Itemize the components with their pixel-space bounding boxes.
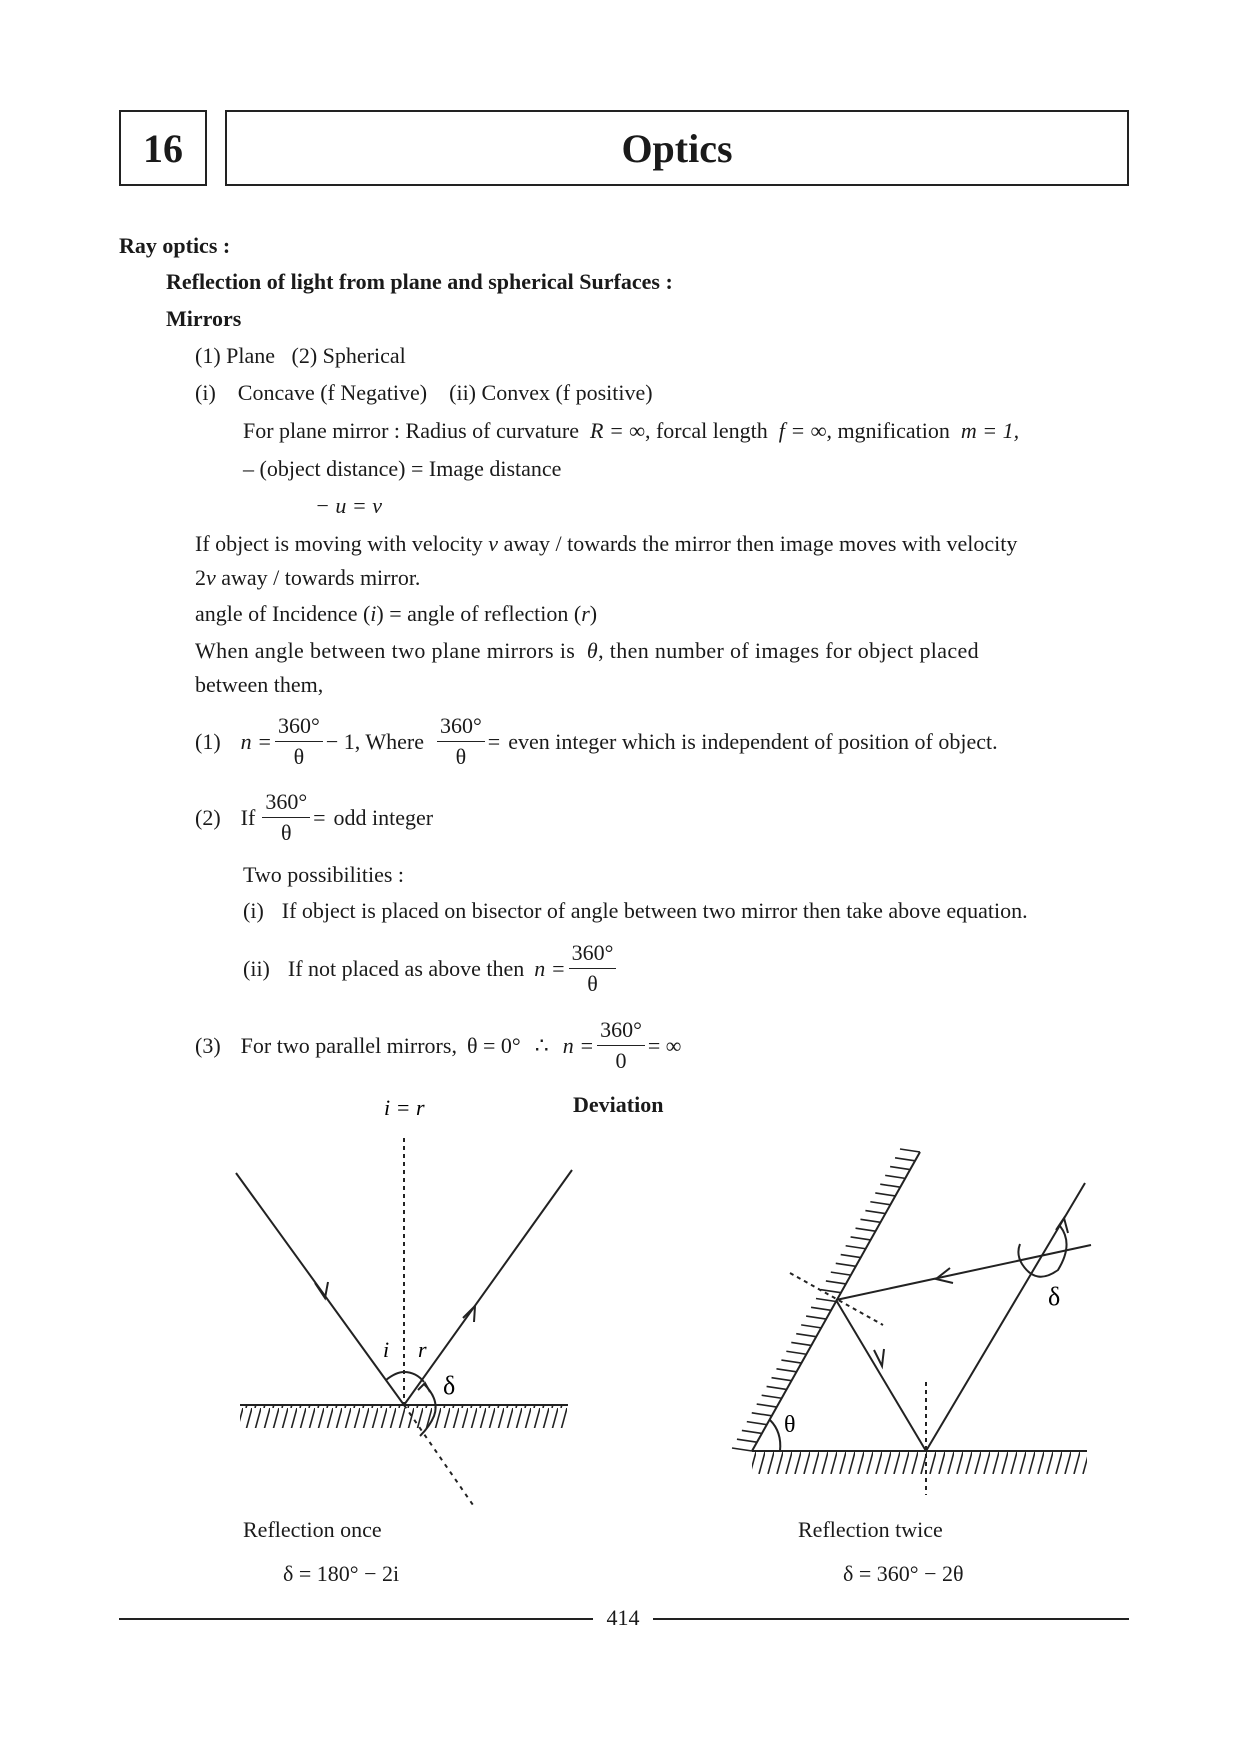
middle-ray — [836, 1300, 926, 1451]
hatch-tick — [767, 1386, 787, 1389]
footer-rule-left — [119, 1618, 593, 1620]
reflection-once-figure — [236, 1095, 572, 1505]
hatch-tick — [786, 1351, 806, 1354]
hatch-tick — [757, 1404, 777, 1407]
hatch-tick — [737, 1439, 757, 1442]
hatch-tick — [752, 1413, 772, 1416]
hatch-tick — [826, 1281, 846, 1284]
section-heading: Ray optics : — [119, 233, 231, 258]
hatch-tick — [747, 1422, 767, 1425]
hatch-tick — [762, 1395, 782, 1398]
formula-reflection-twice: δ = 360° − 2θ — [843, 1561, 964, 1586]
distance-relation: − u = v — [315, 493, 382, 518]
formula-reflection-once: δ = 180° − 2i — [283, 1561, 400, 1586]
fraction: $\frac{360^\circ}{\theta}$ — [569, 940, 617, 997]
hatch-tick — [831, 1272, 851, 1275]
formula-1: (1) n = $\frac{360^\circ}{\theta}$ − 1 , Where $\frac{360^\circ}{\theta}$ = even integer which is independent of position of object. — [195, 713, 998, 769]
delta-label: δ — [443, 1371, 456, 1400]
case-1: (i) If object is placed on bisector of angle between two mirror then take above equation. — [243, 898, 1028, 923]
bottom-mirror-hatching — [752, 1452, 1087, 1474]
hatch-tick — [816, 1299, 836, 1302]
caption-reflection-twice: Reflection twice — [798, 1517, 943, 1542]
chapter-title: Optics — [621, 125, 733, 171]
hatch-tick — [781, 1360, 801, 1363]
hatch-tick — [791, 1342, 811, 1345]
hatch-tick — [885, 1175, 905, 1178]
page-number: 414 — [606, 1605, 640, 1630]
mirror-types-line1: (1) Plane (2) Spherical — [195, 343, 406, 368]
hatch-tick — [811, 1307, 831, 1310]
hatch-tick — [806, 1316, 826, 1319]
deviation-heading: Deviation — [573, 1092, 664, 1117]
hatch-tick — [856, 1228, 876, 1231]
footer-rule-right — [653, 1618, 1129, 1620]
hatch-tick — [880, 1184, 900, 1187]
two-possibilities: Two possibilities : — [243, 862, 405, 887]
hatch-tick — [796, 1334, 816, 1337]
fraction: $\frac{360^\circ}{0}$ — [597, 1017, 645, 1074]
hatch-tick — [860, 1219, 880, 1222]
hatch-tick — [895, 1158, 915, 1161]
hatch-tick — [846, 1246, 866, 1249]
formula-3: (3) For two parallel mirrors, θ = 0° ∴ n = $\frac{360^\circ}{0}$ = ∞ — [195, 1017, 682, 1073]
fraction: $\frac{360^\circ}{\theta}$ — [437, 713, 485, 770]
hatch-tick — [836, 1263, 856, 1266]
hatch-tick — [772, 1378, 792, 1381]
reflected-ray — [404, 1170, 572, 1405]
theta-arc — [770, 1420, 780, 1451]
angle-r-label: r — [418, 1337, 427, 1362]
angle-i-arc — [386, 1372, 404, 1380]
inclined-mirror-hatching — [732, 1149, 920, 1451]
velocity-line2: 2v away / towards mirror. — [195, 565, 421, 590]
velocity-line1: If object is moving with velocity v away / towards the mirror then image moves with velocity — [195, 531, 1018, 556]
mirror-types-line2: (i) Concave (f Negative) (ii) Convex (f positive) — [195, 380, 653, 405]
hatch-tick — [821, 1290, 841, 1293]
caption-reflection-once: Reflection once — [243, 1517, 382, 1542]
reflection-twice-figure — [732, 1149, 1091, 1495]
hatch-tick — [776, 1369, 796, 1372]
angle-law: angle of Incidence (i) = angle of reflection (r) — [195, 601, 598, 626]
object-image-line: – (object distance) = Image distance — [243, 456, 562, 481]
fig1-top-label: i = r — [384, 1095, 425, 1120]
formula-2: (2) If $\frac{360^\circ}{\theta}$ = odd integer — [195, 789, 434, 845]
subsection-heading: Reflection of light from plane and spherical Surfaces : — [166, 269, 673, 294]
plane-mirror-line: For plane mirror : Radius of curvature R = ∞, forcal length f = ∞, mgnification m = 1, — [243, 418, 1020, 443]
case-2: (ii) If not placed as above then n = $\frac{360^\circ}{\theta}$ — [243, 940, 619, 997]
hatch-tick — [742, 1430, 762, 1433]
hatch-tick — [801, 1325, 821, 1328]
two-mirrors-line2: between them, — [195, 672, 324, 697]
theta-label: θ — [784, 1412, 796, 1438]
two-mirrors-line1: When angle between two plane mirrors is θ, then number of images for object placed — [195, 638, 979, 663]
middle-arrow — [874, 1349, 884, 1366]
hatch-tick — [900, 1149, 920, 1152]
hatch-tick — [851, 1237, 871, 1240]
chapter-number: 16 — [143, 125, 183, 171]
hatch-tick — [865, 1211, 885, 1214]
mirror-hatching — [240, 1406, 568, 1428]
hatch-tick — [870, 1202, 890, 1205]
angle-i-label: i — [383, 1337, 390, 1362]
hatch-tick — [890, 1167, 910, 1170]
hatch-tick — [841, 1255, 861, 1258]
delta-label-2: δ — [1048, 1282, 1061, 1311]
mirrors-heading: Mirrors — [166, 306, 242, 331]
fraction: $\frac{360^\circ}{\theta}$ — [262, 789, 310, 846]
hatch-tick — [875, 1193, 895, 1196]
hatch-tick — [732, 1448, 752, 1451]
fraction: $\frac{360^\circ}{\theta}$ — [275, 713, 323, 770]
